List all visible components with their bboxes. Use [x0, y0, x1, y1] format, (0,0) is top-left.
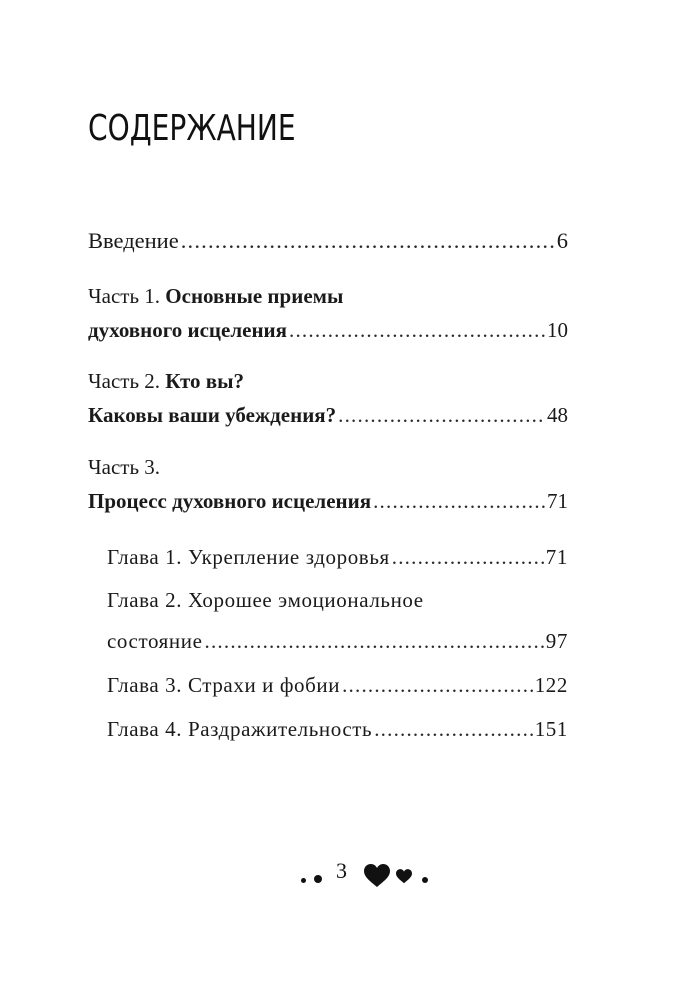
ornament-dot-icon — [314, 875, 322, 883]
leader-dots — [289, 318, 545, 343]
leader-dots — [342, 673, 533, 698]
toc-entry-page: 6 — [556, 228, 568, 253]
toc-entry-title: Введение — [88, 228, 179, 253]
toc-chapter-title: состояние — [107, 629, 203, 653]
ornament-dot-icon — [301, 878, 306, 883]
toc-entry-part2-line2 — [88, 403, 568, 428]
toc-part-title: Кто вы? — [165, 369, 245, 393]
toc-entry-part1-line2 — [88, 318, 568, 343]
leader-dots — [392, 545, 544, 570]
leader-dots — [338, 403, 545, 428]
toc-entry-part2-line1 — [88, 369, 244, 394]
toc-chapter-page: 97 — [545, 629, 568, 653]
toc-chapter-3 — [107, 673, 568, 698]
page-footer — [0, 858, 686, 898]
toc-part-title: Процесс духовного исцеления — [88, 489, 372, 513]
toc-entry-page: 10 — [547, 318, 568, 342]
toc-entry-part1-line1 — [88, 284, 343, 309]
toc-entry-intro — [88, 228, 568, 254]
toc-chapter-page: 71 — [545, 545, 568, 569]
heart-icon — [396, 869, 412, 884]
toc-chapter-4 — [107, 717, 568, 742]
heart-icon — [364, 864, 390, 888]
toc-chapter-2-line1 — [107, 588, 424, 613]
leader-dots — [373, 489, 545, 514]
toc-part-prefix: Часть 1. — [88, 284, 161, 308]
toc-entry-page: 48 — [547, 403, 568, 427]
leader-dots — [205, 629, 544, 654]
leader-dots — [374, 717, 532, 742]
toc-chapter-1 — [107, 545, 568, 570]
toc-chapter-page: 151 — [534, 717, 568, 741]
toc-entry-part3-line2 — [88, 489, 568, 514]
toc-part-title: духовного исцеления — [88, 318, 288, 342]
page-number: 3 — [336, 858, 347, 883]
toc-chapter-page: 122 — [534, 673, 568, 697]
toc-chapter-2-line2 — [107, 629, 568, 654]
toc-chapter-title: Глава 4. Раздражительность — [107, 717, 373, 741]
toc-chapter-title: Глава 3. Страхи и фобии — [107, 673, 341, 697]
toc-part-title: Основные приемы — [165, 284, 344, 308]
toc-chapter-title: Глава 2. Хорошее эмоциональное — [107, 588, 424, 612]
toc-entry-page: 71 — [547, 489, 568, 513]
leader-dots — [181, 228, 555, 254]
toc-part-title: Каковы ваши убеждения? — [88, 403, 337, 427]
toc-chapter-title: Глава 1. Укрепление здоровья — [107, 545, 390, 569]
page-title: СОДЕРЖАНИЕ — [88, 108, 296, 149]
ornament-dot-icon — [422, 877, 428, 883]
toc-entry-part3-line1 — [88, 455, 160, 480]
toc-part-prefix: Часть 3. — [88, 455, 161, 479]
toc-part-prefix: Часть 2. — [88, 369, 161, 393]
